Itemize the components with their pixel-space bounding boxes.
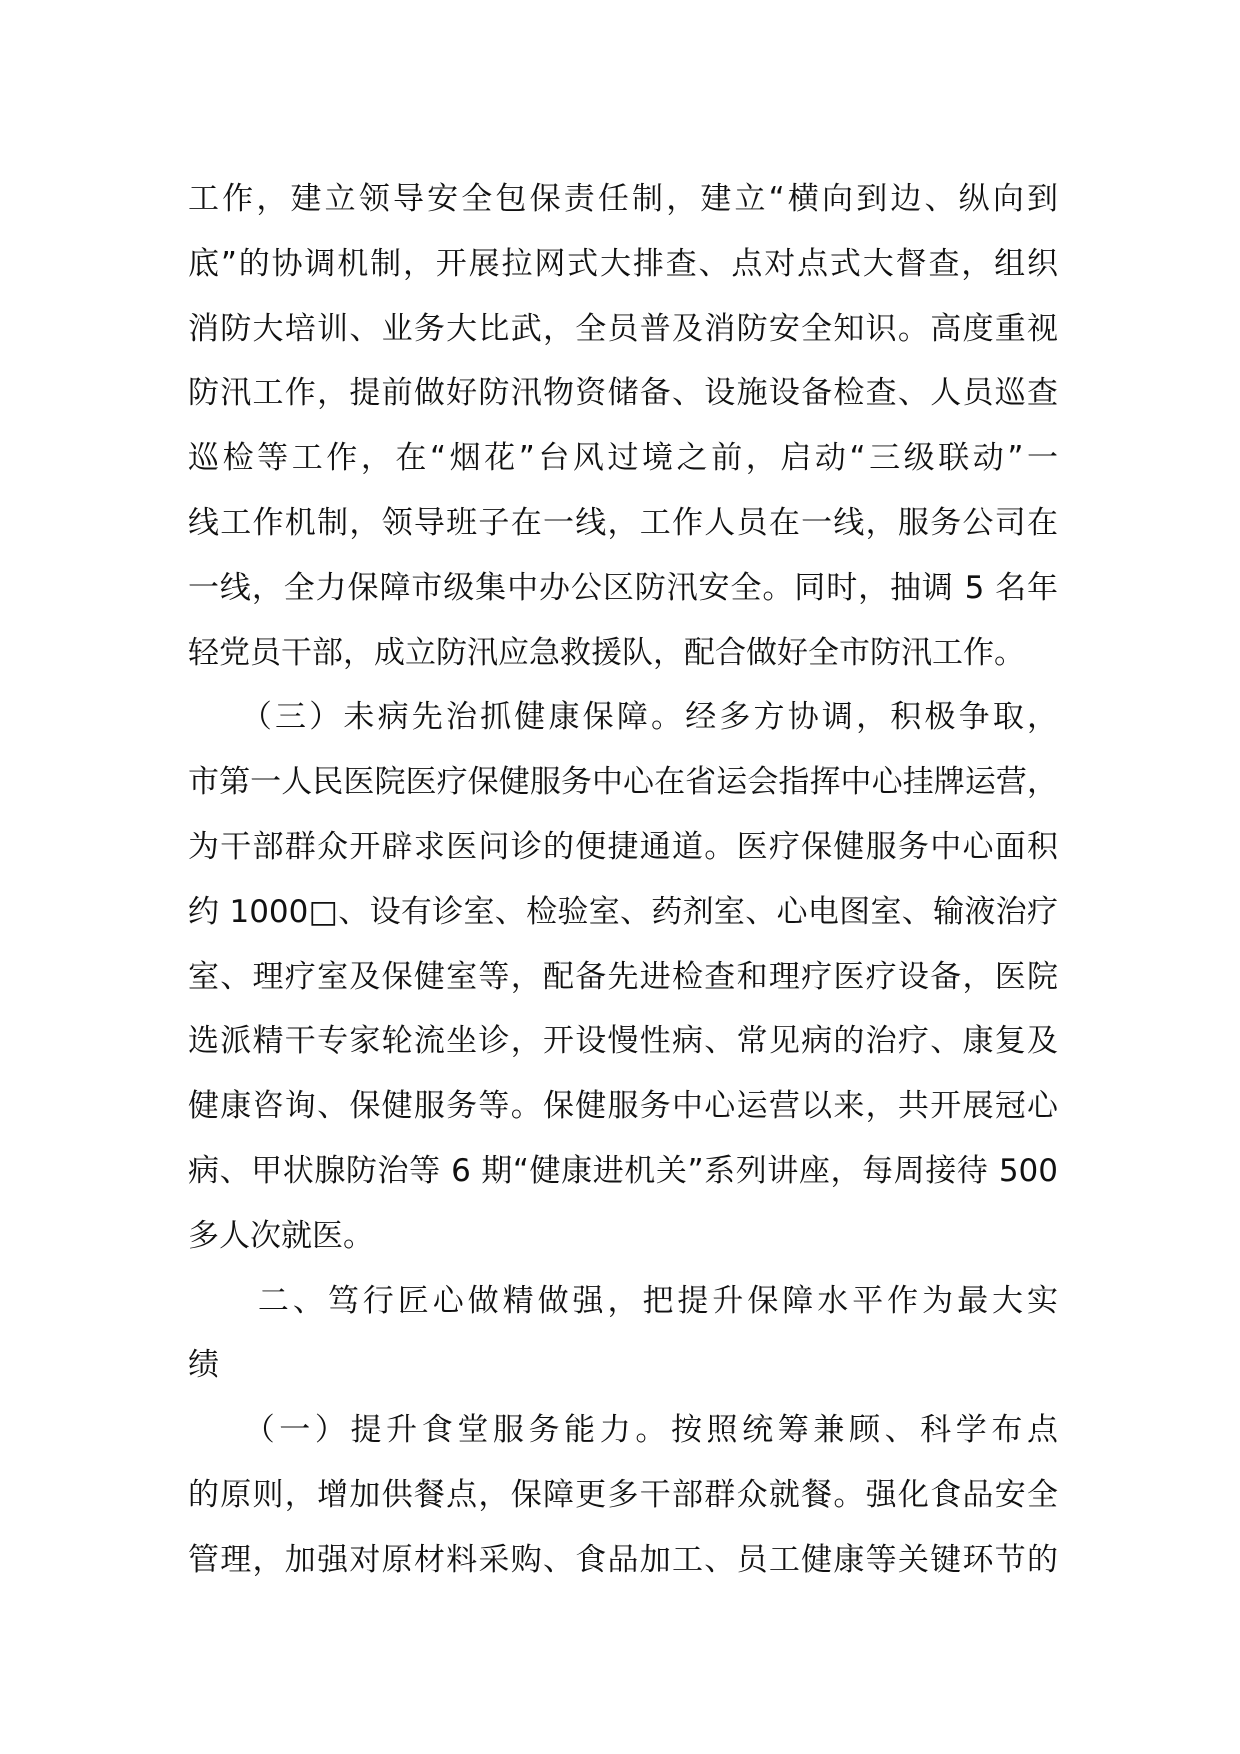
- text-line-20: （一）提升食堂服务能力。按照统筹兼顾、科学布点: [188, 1412, 1058, 1449]
- text-line-14: 选派精干专家轮流坐诊，开设慢性病、常见病的治疗、康复及: [188, 1023, 1058, 1060]
- text-line-7: 一线，全力保障市级集中办公区防汛安全。同时，抽调 5 名年: [188, 569, 1058, 606]
- text-line-10: 市第一人民医院医疗保健服务中心在省运会指挥中心挂牌运营，: [188, 764, 1058, 801]
- text-line-3: 消防大培训、业务大比武，全员普及消防安全知识。高度重视: [188, 310, 1058, 347]
- text-line-21: 的原则，增加供餐点，保障更多干部群众就餐。强化食品安全: [188, 1476, 1058, 1513]
- text-line-22: 管理，加强对原材料采购、食品加工、员工健康等关键环节的: [188, 1541, 1058, 1578]
- text-line-5: 巡检等工作，在“烟花”台风过境之前，启动“三级联动”一: [188, 440, 1058, 477]
- text-line-13: 室、理疗室及保健室等，配备先进检查和理疗医疗设备，医院: [188, 958, 1058, 995]
- text-line-1: 工作，建立领导安全包保责任制，建立“横向到边、纵向到: [188, 181, 1058, 217]
- text-line-4: 防汛工作，提前做好防汛物资储备、设施设备检查、人员巡查: [188, 375, 1058, 412]
- text-line-16: 病、甲状腺防治等 6 期“健康进机关”系列讲座，每周接待 500: [188, 1152, 1058, 1189]
- text-line-2: 底”的协调机制，开展拉网式大排查、点对点式大督查，组织: [188, 245, 1058, 282]
- text-line-17: 多人次就医。: [188, 1217, 374, 1254]
- section-heading-line-2: 绩: [188, 1347, 219, 1384]
- text-line-12: 约 1000□、设有诊室、检验室、药剂室、心电图室、输液治疗: [188, 893, 1058, 930]
- text-line-11: 为干部群众开辟求医问诊的便捷通道。医疗保健服务中心面积: [188, 828, 1058, 865]
- text-line-8: 轻党员干部，成立防汛应急救援队，配合做好全市防汛工作。: [188, 634, 1025, 671]
- text-line-15: 健康咨询、保健服务等。保健服务中心运营以来，共开展冠心: [188, 1088, 1058, 1125]
- text-line-9: （三）未病先治抓健康保障。经多方协调，积极争取，: [188, 699, 1058, 736]
- section-heading-line-1: 二、笃行匠心做精做强，把提升保障水平作为最大实: [188, 1282, 1058, 1319]
- text-line-6: 线工作机制，领导班子在一线，工作人员在一线，服务公司在: [188, 504, 1058, 541]
- document-body: [188, 167, 1058, 1593]
